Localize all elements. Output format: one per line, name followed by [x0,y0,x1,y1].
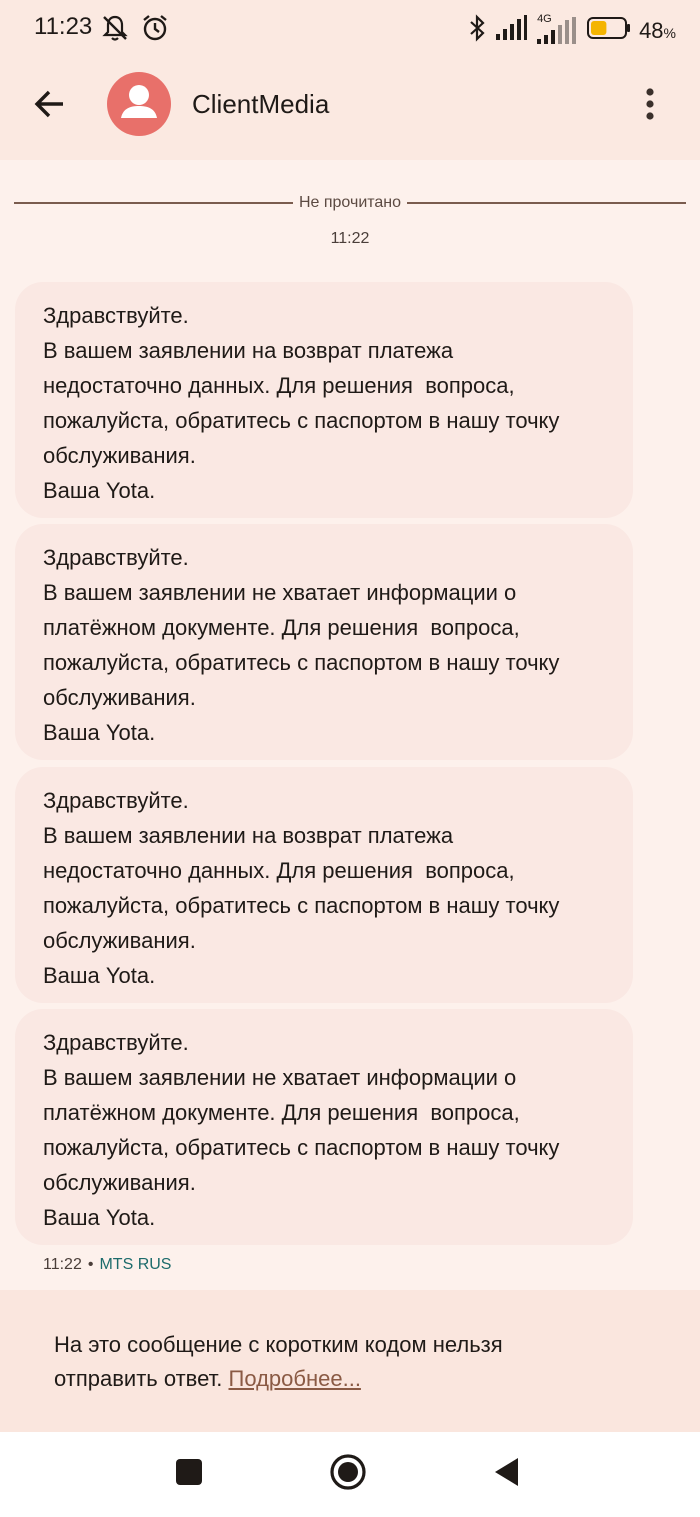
notifications-off-icon [100,13,130,48]
message-line: пожалуйста, обратитесь с паспортом в нашу точку [43,650,560,675]
notice-line-2: отправить ответ. [54,1366,223,1391]
reply-disabled-notice [54,1328,503,1396]
message-meta [43,1256,171,1274]
message-bubble[interactable] [15,1009,633,1245]
battery-icon [587,16,631,45]
contact-name[interactable]: ClientMedia [192,89,330,119]
back-button[interactable] [26,82,74,130]
divider-line-right [407,202,686,204]
message-line: пожалуйста, обратитесь с паспортом в нашу точку [43,408,560,433]
meta-separator: • [87,1256,94,1273]
message-line: Ваша Yota. [43,720,156,745]
system-back-button[interactable] [484,1452,528,1496]
recents-square-icon [175,1458,203,1491]
message-line: Ваша Yota. [43,963,156,988]
message-line: Здравствуйте. [43,788,189,813]
navigation-bar [0,1432,700,1517]
battery-fill [591,21,606,35]
status-bar [0,0,700,56]
message-line: Здравствуйте. [43,1030,189,1055]
message-line: платёжном документе. Для решения вопроса, [43,1100,520,1125]
message-line: платёжном документе. Для решения вопроса, [43,615,520,640]
status-right-icons [467,13,676,48]
more-options-button[interactable] [630,82,670,130]
message-line: обслуживания. [43,928,196,953]
message-line: В вашем заявлении на возврат платежа [43,338,454,363]
message-line: недостаточно данных. Для решения вопроса, [43,373,515,398]
message-line: В вашем заявлении не хватает информации о [43,580,517,605]
signal-icon [495,15,527,46]
divider-line-left [14,202,293,204]
message-line: Ваша Yota. [43,478,156,503]
message-bubble[interactable] [15,767,633,1003]
message-time: 11:22 [43,1256,82,1273]
message-line: Ваша Yota. [43,1205,156,1230]
message-bubble[interactable] [15,524,633,760]
message-line: недостаточно данных. Для решения вопроса, [43,858,515,883]
carrier-label: MTS RUS [99,1256,172,1273]
bluetooth-icon [467,13,487,48]
home-circle-icon [329,1453,367,1496]
signal-4g-icon [535,12,579,45]
message-line: В вашем заявлении не хватает информации о [43,1065,517,1090]
network-type-label: 4G [537,12,552,25]
notice-line-1: На это сообщение с коротким кодом нельзя [54,1332,503,1357]
status-left-icons [100,13,170,48]
back-arrow-icon [33,87,67,126]
unread-divider [14,191,686,215]
thread-timestamp: 11:22 [330,230,370,247]
message-line: В вашем заявлении на возврат платежа [43,823,454,848]
alarm-icon [140,13,170,48]
message-line: пожалуйста, обратитесь с паспортом в нашу точку [43,893,560,918]
status-time: 11:23 [34,13,93,40]
recents-button[interactable] [167,1452,211,1496]
message-line: обслуживания. [43,443,196,468]
back-triangle-icon [492,1456,520,1493]
message-line: обслуживания. [43,685,196,710]
battery-percent: 48% [639,17,676,43]
avatar[interactable] [107,72,171,136]
reply-disabled-panel [0,1290,700,1432]
person-icon [107,72,171,136]
more-vert-icon [645,87,655,126]
message-line: обслуживания. [43,1170,196,1195]
message-line: пожалуйста, обратитесь с паспортом в нашу точку [43,1135,560,1160]
app-bar [0,56,700,160]
message-line: Здравствуйте. [43,303,189,328]
learn-more-link[interactable]: Подробнее... [228,1366,361,1391]
message-bubble[interactable] [15,282,633,518]
message-line: Здравствуйте. [43,545,189,570]
unread-label: Не прочитано [298,194,402,211]
home-button[interactable] [326,1452,370,1496]
